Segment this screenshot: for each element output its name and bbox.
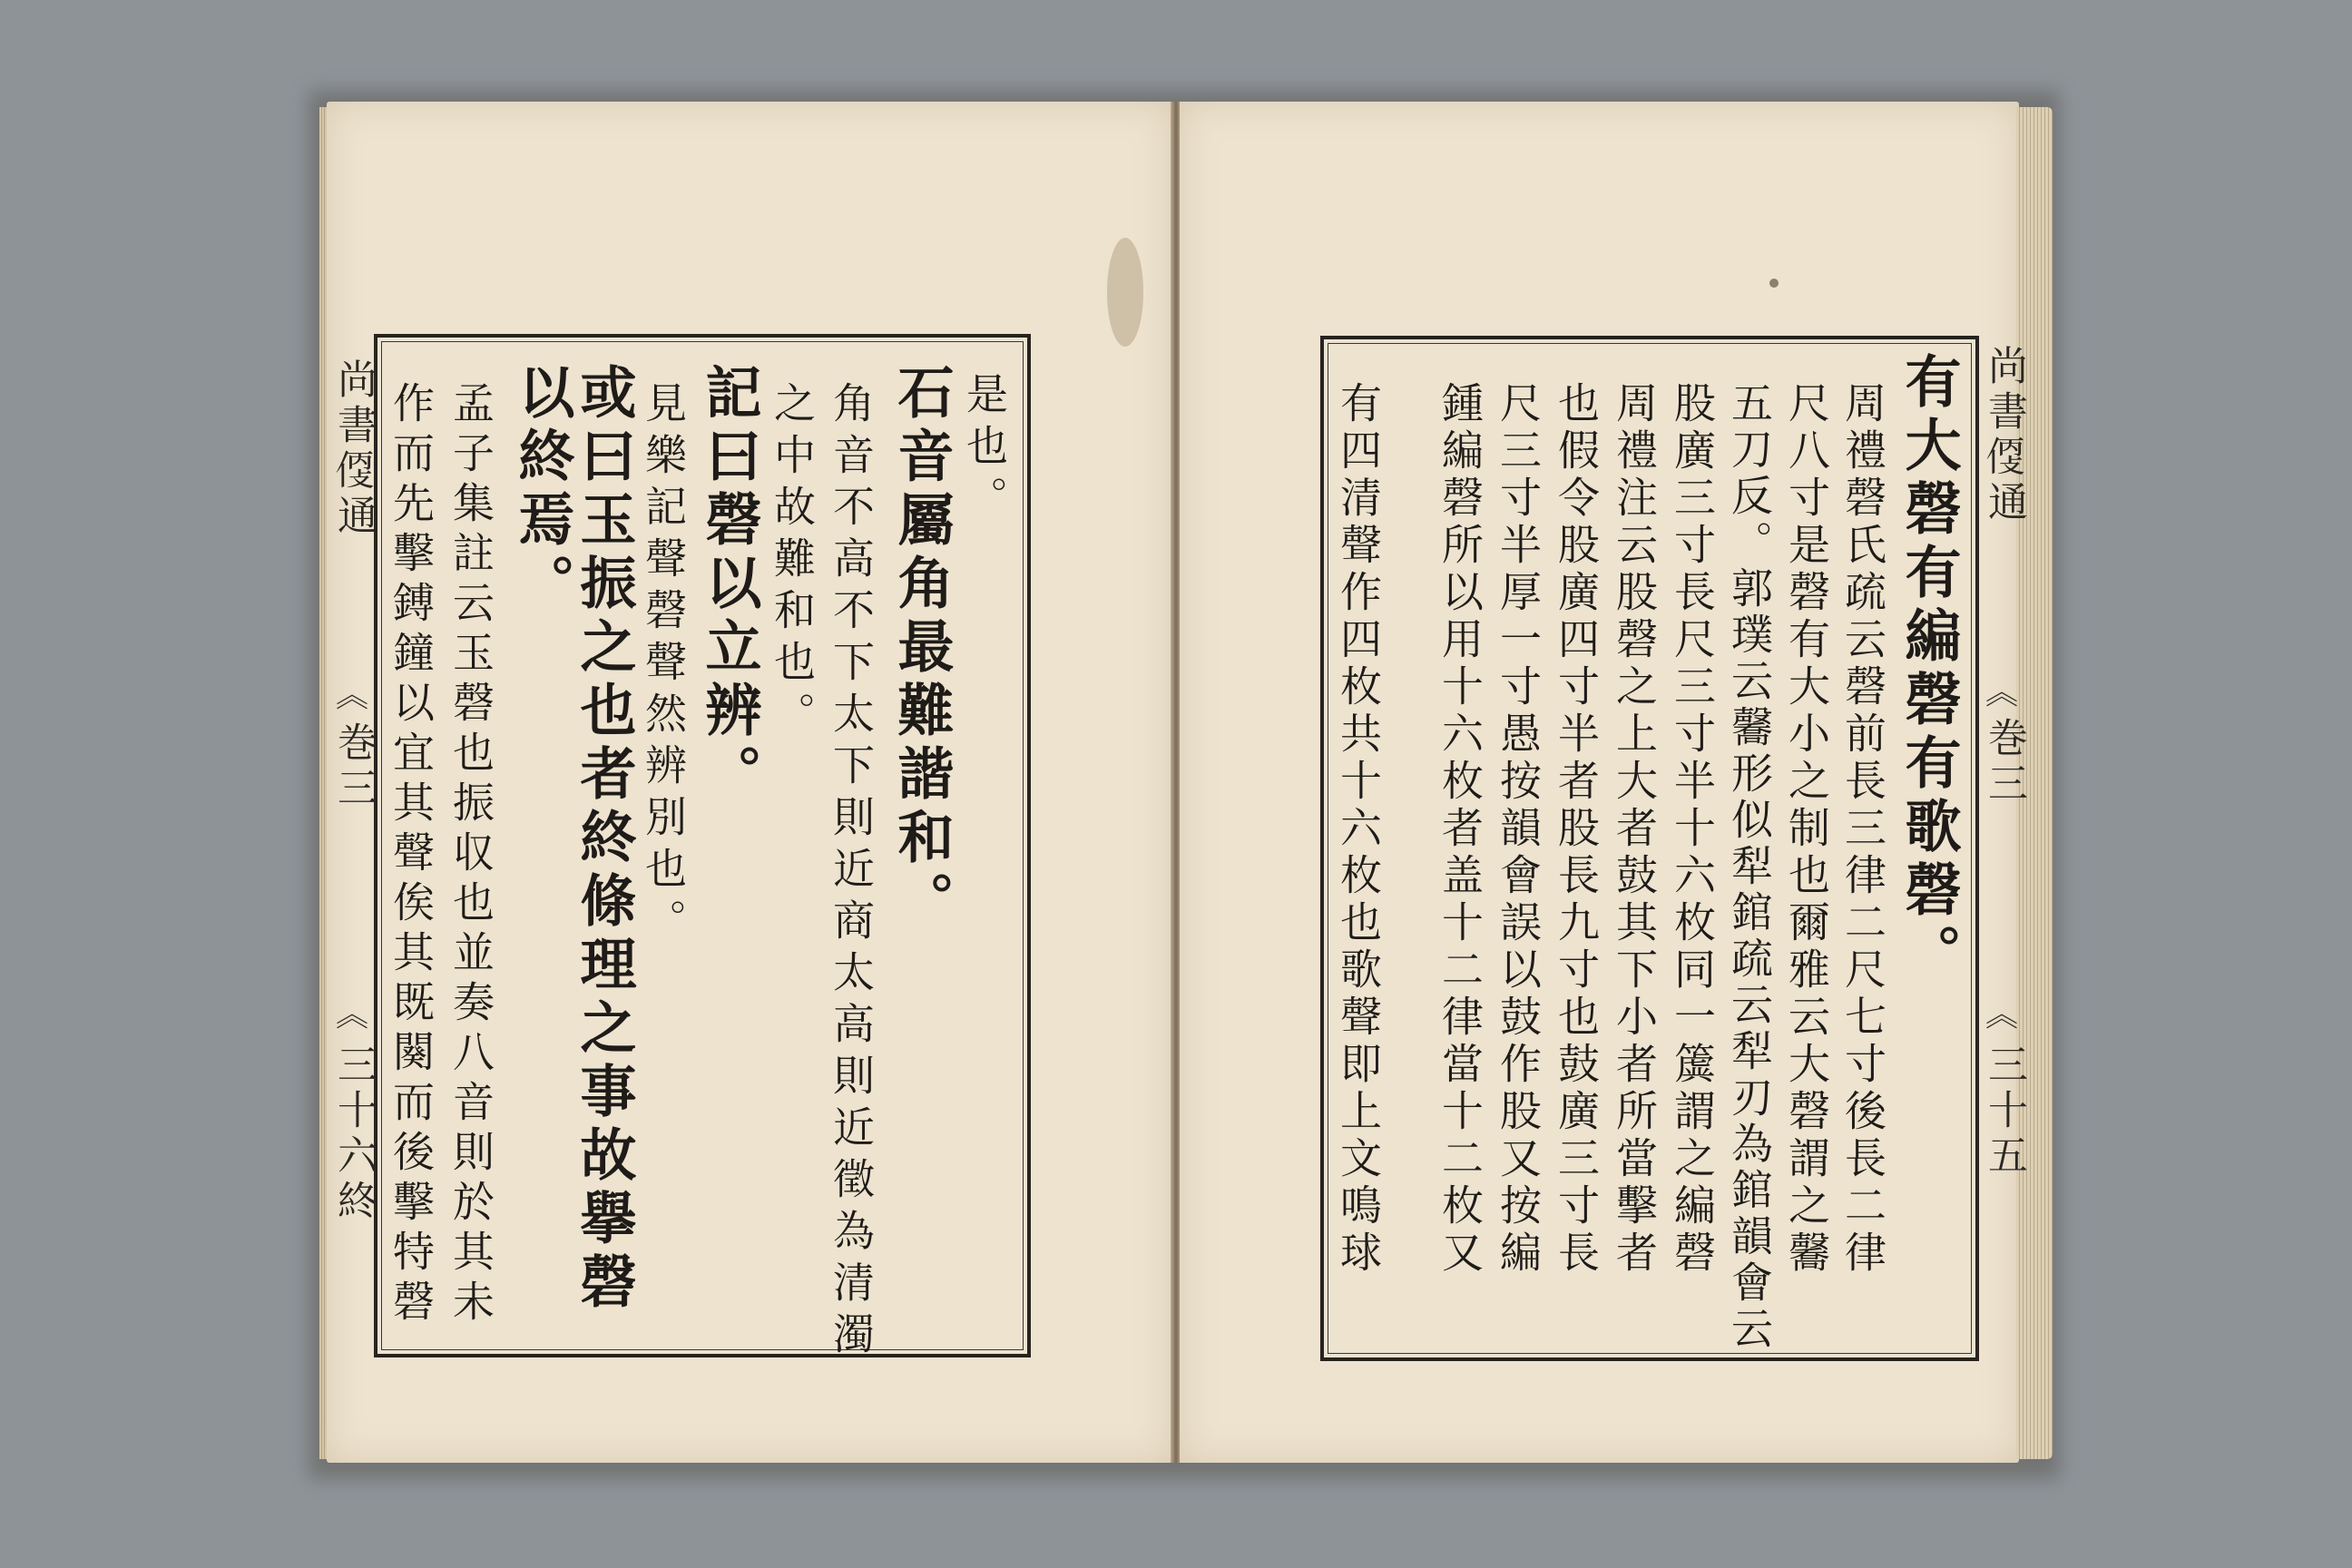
right-margin-fishtail-icon: ︽	[1985, 674, 2019, 711]
right-col-7: 也假令股廣四寸半者股長九寸也鼓廣三寸長	[1552, 381, 1601, 1278]
left-col-3: 角音不高不下太下則近商太高則近徵為清濁	[827, 381, 876, 1364]
left-col-1: 是也。	[960, 372, 1009, 527]
right-margin-folio: 三十五	[1981, 1044, 2027, 1180]
left-margin-fishtail-icon-2: ︽	[336, 996, 369, 1034]
left-margin-fishtail-icon: ︽	[336, 677, 369, 714]
paper-spot	[1769, 279, 1779, 288]
right-col-4: 五刀反。郭璞云毊形似犁錧疏云犁刃為錧韻會云	[1725, 381, 1774, 1353]
left-col-8: 以終焉。	[509, 363, 575, 617]
left-col-4: 之中故難和也。	[768, 381, 817, 743]
left-frame-outer-edge	[374, 334, 376, 1357]
left-col-5: 記曰磬以立辨。	[696, 363, 762, 808]
right-col-10: 有四清聲作四枚共十六枚也歌聲即上文鳴球	[1334, 381, 1383, 1278]
left-col-7: 或曰玉振之也者終條理之事故擧磬	[571, 363, 637, 1316]
left-col-2: 石音屬角最難諧和。	[888, 363, 955, 935]
left-margin-folio: 三十六終	[330, 1044, 377, 1225]
right-col-1: 有大磬有編磬有歌磬。	[1896, 352, 1962, 987]
left-margin-volume: 巻三	[330, 721, 377, 812]
right-col-9: 鍾編磬所以用十六枚者盖十二律當十二枚又	[1436, 381, 1485, 1278]
right-col-5: 股廣三寸長尺三寸半十六枚同一簴謂之編磬	[1668, 381, 1717, 1278]
right-margin-line	[1976, 336, 1978, 1359]
left-margin-title: 尚書𠊳通	[330, 358, 377, 540]
right-col-6: 周禮注云股磬之上大者鼓其下小者所當擊者	[1610, 381, 1659, 1278]
paper-stain	[1107, 238, 1143, 347]
right-margin-fishtail-icon-2: ︽	[1985, 996, 2019, 1034]
left-col-6: 見樂記聲磬聲然辨別也。	[639, 381, 688, 950]
right-margin-title: 尚書𠊳通	[1981, 345, 2027, 526]
right-margin-volume: 巻三	[1981, 717, 2027, 808]
left-col-10: 作而先擊鎛鐘以宜其聲俟其既闋而後擊特磬	[387, 381, 436, 1329]
left-col-9: 孟子集註云玉磬也振収也並奏八音則於其未	[446, 381, 495, 1329]
right-col-2: 周禮磬氏疏云磬前長三律二尺七寸後長二律	[1838, 381, 1887, 1278]
right-col-3: 尺八寸是磬有大小之制也爾雅云大磬謂之毊	[1782, 381, 1831, 1278]
right-col-8: 尺三寸半厚一寸愚按韻會誤以鼓作股又按編	[1494, 381, 1543, 1278]
